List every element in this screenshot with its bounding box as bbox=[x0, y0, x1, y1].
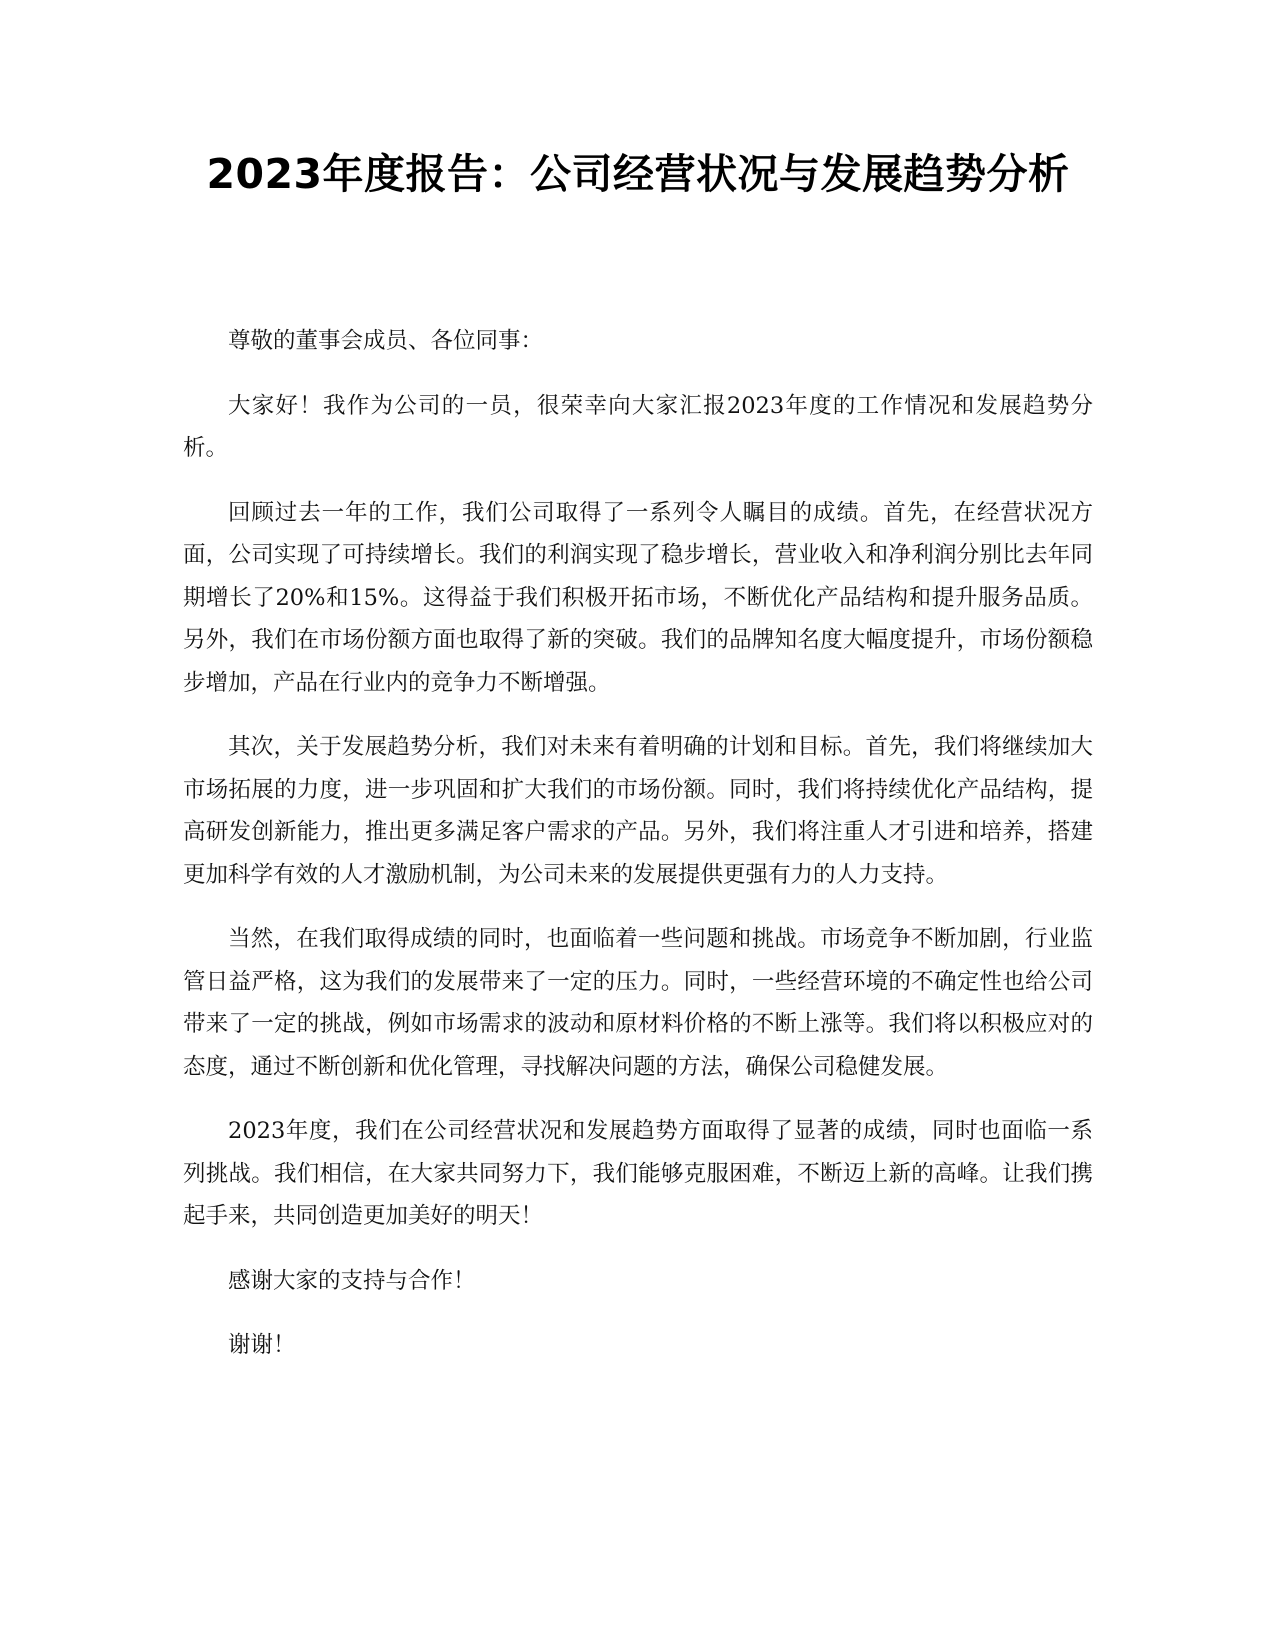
page-title: 2023年度报告：公司经营状况与发展趋势分析 bbox=[206, 150, 1070, 198]
thanks-paragraph: 感谢大家的支持与合作！ bbox=[228, 1267, 476, 1294]
challenges-paragraph: 当然，在我们取得成绩的同时，也面临着一些问题和挑战。市场竞争不断加剧，行业监管日益严格，这为我们的发展带来了一定的压力。同时，一些经营环境的不确定性也给公司带来了一定的挑战，例如市场需求的波动和原材料价格的不断上涨等。我们将以积极应对的态度，通过不断创新和优化管理，寻找解决问题的方法，确保公司稳健发展。 bbox=[183, 926, 1093, 1080]
trend-analysis-paragraph: 其次，关于发展趋势分析，我们对未来有着明确的计划和目标。首先，我们将继续加大市场拓展的力度，进一步巩固和扩大我们的市场份额。同时，我们将持续优化产品结构，提高研发创新能力，推出更多满足客户需求的产品。另外，我们将注重人才引进和培养，搭建更加科学有效的人才激励机制，为公司未来的发展提供更强有力的人力支持。 bbox=[183, 734, 1093, 888]
review-paragraph: 回顾过去一年的工作，我们公司取得了一系列令人瞩目的成绩。首先，在经营状况方面，公司实现了可持续增长。我们的利润实现了稳步增长，营业收入和净利润分别比去年同期增长了20%和15%。这得益于我们积极开拓市场，不断优化产品结构和提升服务品质。另外，我们在市场份额方面也取得了新的突破。我们的品牌知名度大幅度提升，市场份额稳步增加，产品在行业内的竞争力不断增强。 bbox=[183, 499, 1093, 696]
salutation-paragraph: 尊敬的董事会成员、各位同事： bbox=[228, 328, 544, 354]
summary-paragraph: 2023年度，我们在公司经营状况和发展趋势方面取得了显著的成绩，同时也面临一系列挑战。我们相信，在大家共同努力下，我们能够克服困难，不断迈上新的高峰。让我们携起手来，共同创造更加美好的明天！ bbox=[183, 1118, 1093, 1229]
document-body bbox=[183, 320, 1093, 1389]
greeting-paragraph: 大家好！我作为公司的一员，很荣幸向大家汇报2023年度的工作情况和发展趋势分析。 bbox=[183, 392, 1093, 461]
closing-paragraph: 谢谢！ bbox=[228, 1332, 296, 1358]
